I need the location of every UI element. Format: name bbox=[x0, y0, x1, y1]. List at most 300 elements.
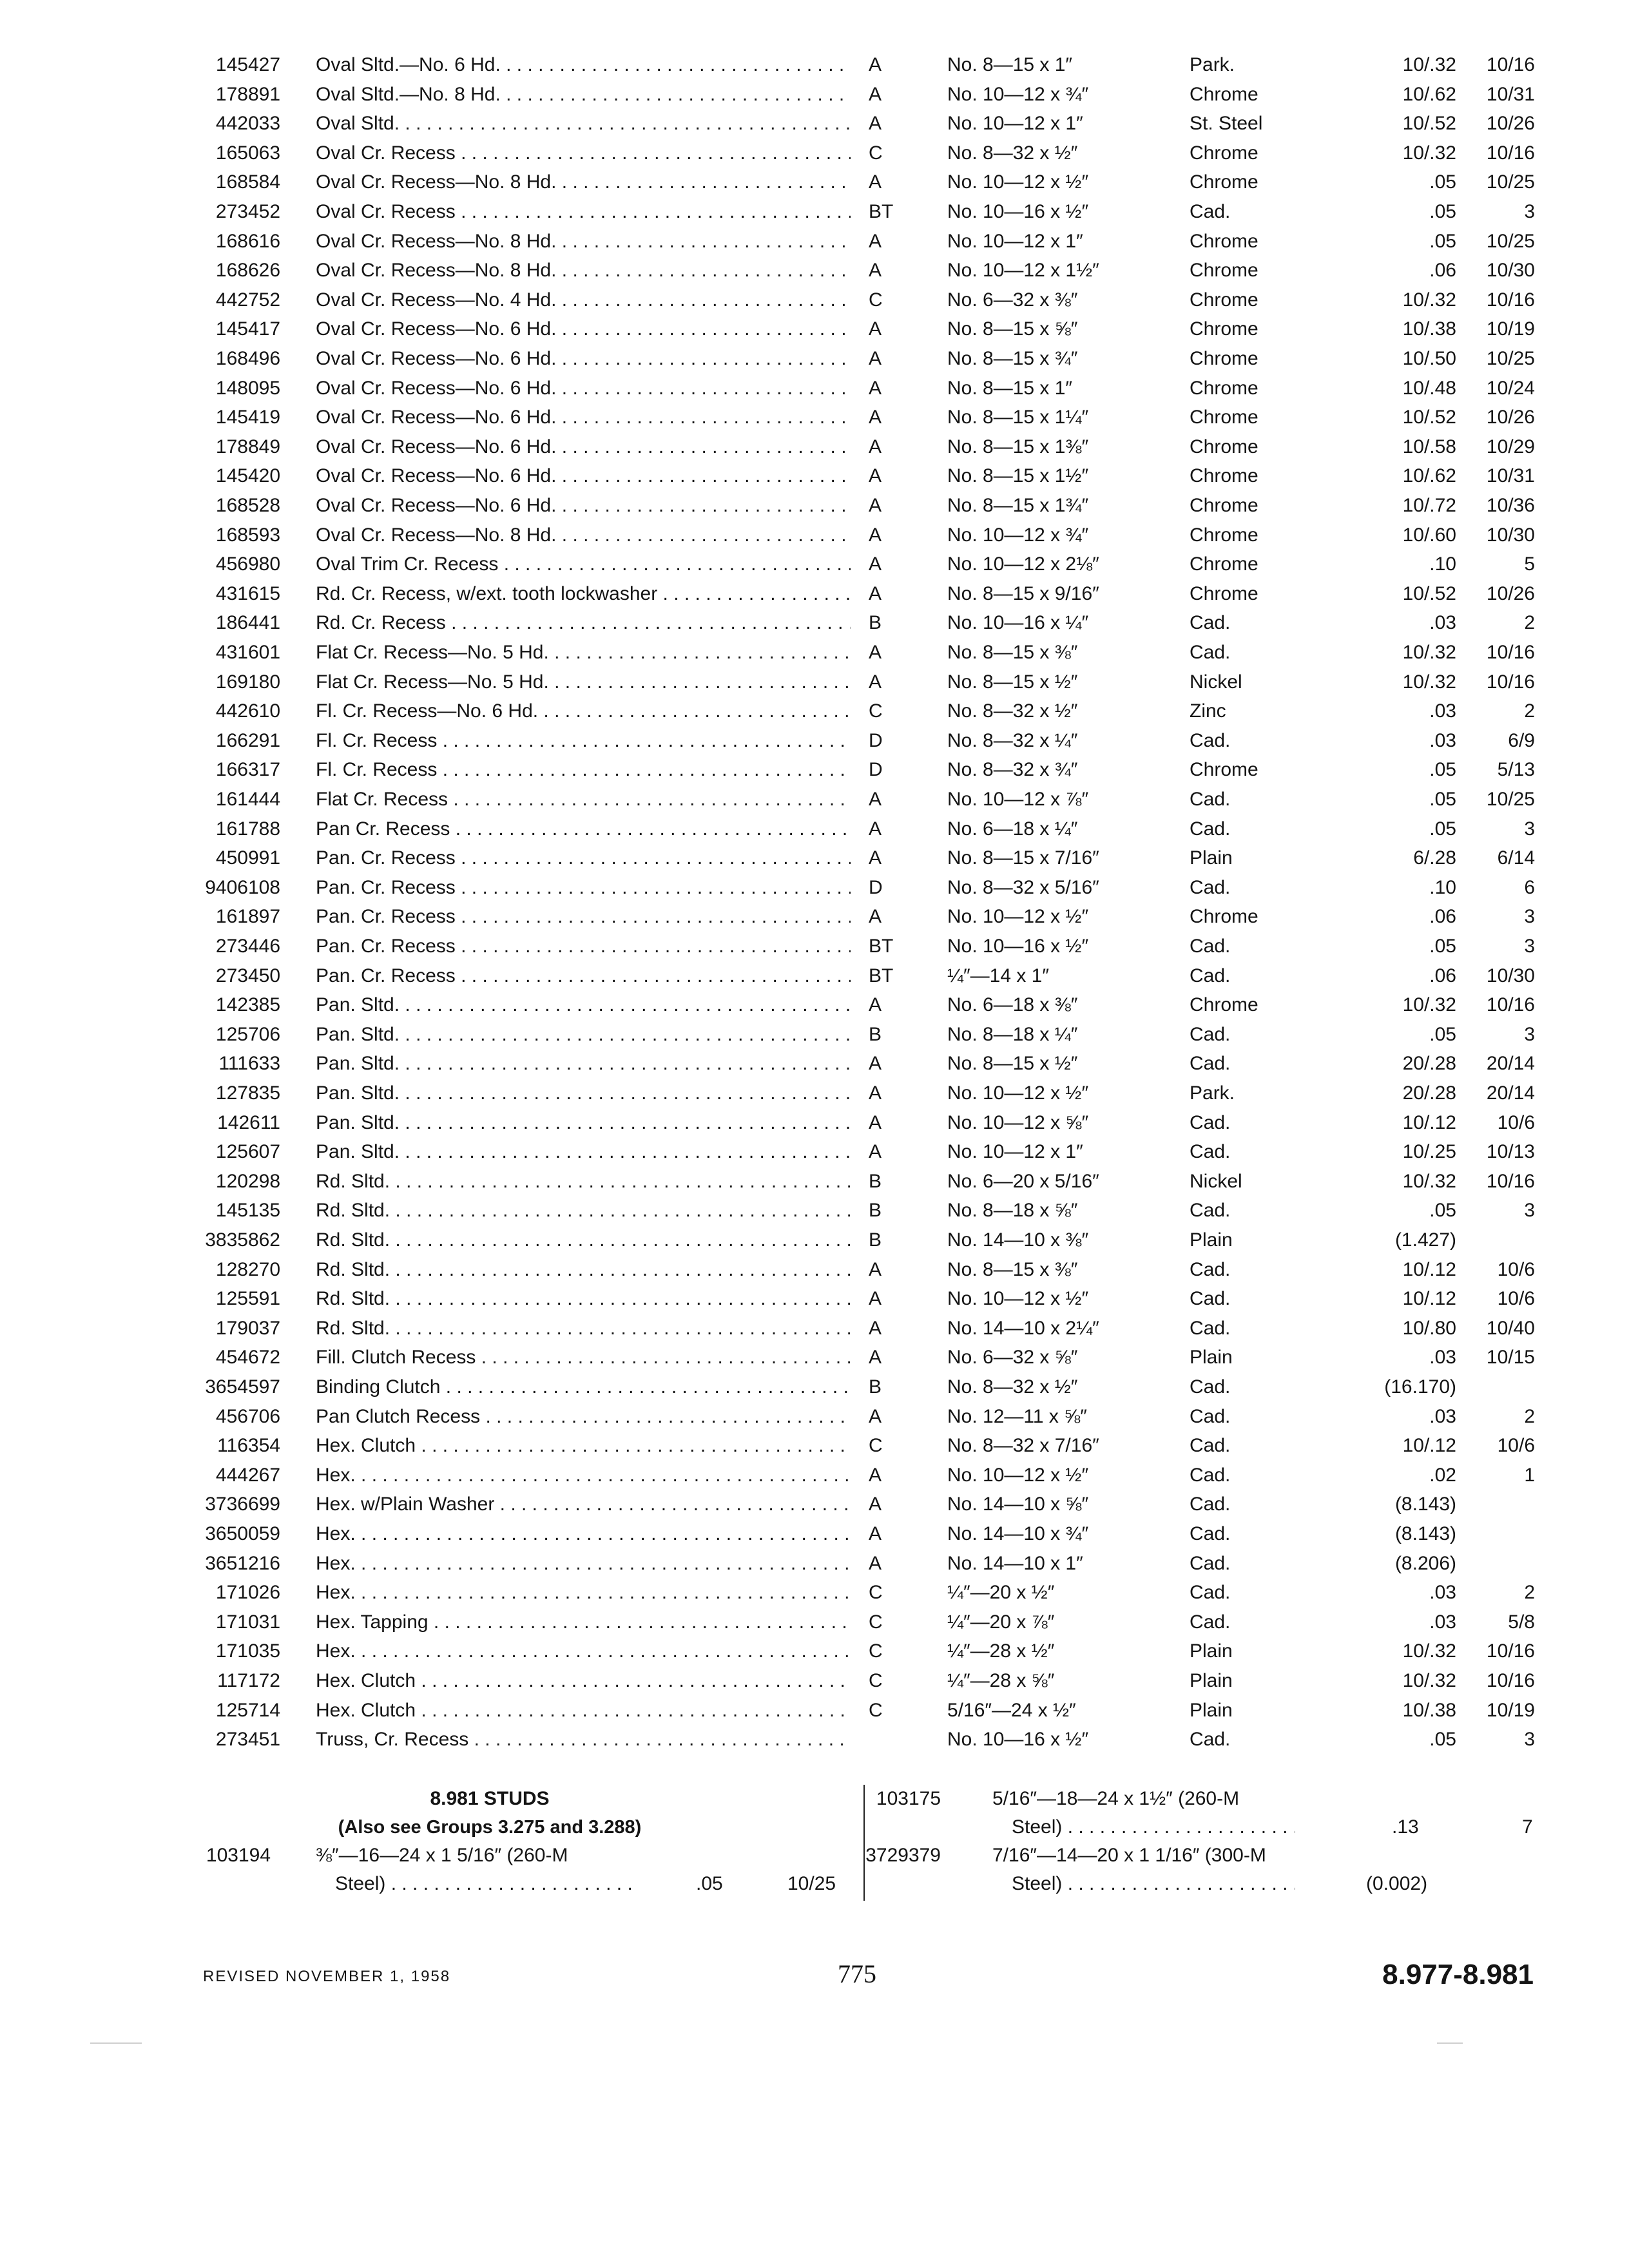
part-finish: Cad. bbox=[1190, 201, 1231, 222]
part-description: Fl. Cr. Recess—No. 6 Hd. . . . bbox=[316, 697, 851, 726]
part-finish: Zinc bbox=[1190, 700, 1226, 722]
stud-part-number: 3729379 bbox=[865, 1845, 941, 1866]
part-description: Rd. Sltd. . . . bbox=[316, 1225, 851, 1255]
part-number: 9406108 bbox=[205, 877, 280, 898]
part-row bbox=[0, 697, 1629, 726]
part-finish: Chrome bbox=[1190, 171, 1258, 193]
part-package: 10/26 bbox=[1486, 583, 1535, 604]
part-description: Hex. . . . bbox=[316, 1578, 851, 1608]
part-type: A bbox=[869, 231, 882, 252]
part-number: 165063 bbox=[215, 142, 280, 164]
part-number: 145419 bbox=[215, 407, 280, 428]
part-number: 142611 bbox=[217, 1112, 280, 1133]
part-number: 3650059 bbox=[205, 1523, 280, 1544]
part-finish: Chrome bbox=[1190, 495, 1258, 516]
part-package: 5 bbox=[1524, 553, 1535, 575]
part-size: No. 8—18 x ¼″ bbox=[947, 1024, 1078, 1045]
part-finish: Chrome bbox=[1190, 553, 1258, 575]
part-row bbox=[0, 1696, 1629, 1725]
part-row bbox=[0, 1725, 1629, 1754]
part-price: .05 bbox=[1429, 201, 1456, 222]
stud-package: 10/25 bbox=[787, 1873, 836, 1894]
part-row bbox=[0, 1549, 1629, 1579]
part-type: A bbox=[869, 348, 882, 369]
part-description: Oval Cr. Recess—No. 8 Hd. . . . bbox=[316, 168, 851, 197]
part-finish: Cad. bbox=[1190, 1494, 1231, 1515]
part-type: B bbox=[869, 1171, 882, 1192]
part-package: 10/16 bbox=[1486, 1171, 1535, 1192]
part-description: Oval Cr. Recess—No. 6 Hd. . . . bbox=[316, 461, 851, 491]
part-row bbox=[0, 668, 1629, 697]
part-package: 10/6 bbox=[1497, 1259, 1535, 1280]
part-package: 6/14 bbox=[1497, 847, 1535, 869]
part-description: Oval Sltd.—No. 8 Hd. . . . bbox=[316, 80, 851, 110]
part-size: No. 14—10 x ¾″ bbox=[947, 1523, 1089, 1544]
part-price: .03 bbox=[1429, 1582, 1456, 1603]
part-package: 5/13 bbox=[1497, 759, 1535, 780]
part-size: No. 8—15 x ½″ bbox=[947, 1053, 1078, 1074]
part-package: 10/25 bbox=[1486, 231, 1535, 252]
part-size: No. 10—12 x ½″ bbox=[947, 171, 1089, 193]
part-size: ¼″—28 x ⅝″ bbox=[947, 1670, 1055, 1691]
part-package: 10/19 bbox=[1486, 318, 1535, 340]
studs-heading: 8.981 STUDS bbox=[430, 1788, 550, 1809]
part-type: A bbox=[869, 671, 882, 693]
part-type: A bbox=[869, 1523, 882, 1544]
part-type: BT bbox=[869, 936, 894, 957]
part-size: No. 12—11 x ⅝″ bbox=[947, 1406, 1087, 1427]
part-description: Hex. Clutch . . . bbox=[316, 1666, 851, 1696]
part-type: A bbox=[869, 1553, 882, 1574]
part-description: Pan. Cr. Recess . . . bbox=[316, 932, 851, 961]
part-size: ¼″—20 x ⅞″ bbox=[947, 1611, 1055, 1633]
part-size: No. 14—10 x ⅜″ bbox=[947, 1229, 1089, 1251]
part-row bbox=[0, 461, 1629, 491]
part-package: 10/31 bbox=[1486, 84, 1535, 105]
part-finish: Cad. bbox=[1190, 936, 1231, 957]
part-price: .05 bbox=[1429, 759, 1456, 780]
part-size: No. 10—12 x ½″ bbox=[947, 906, 1089, 927]
part-number: 179037 bbox=[215, 1318, 280, 1339]
part-type: A bbox=[869, 436, 882, 457]
part-package: 10/25 bbox=[1486, 348, 1535, 369]
part-finish: Cad. bbox=[1190, 789, 1231, 810]
part-price: 10/.32 bbox=[1402, 1640, 1456, 1662]
part-price: .03 bbox=[1429, 1406, 1456, 1427]
part-price: .02 bbox=[1429, 1465, 1456, 1486]
part-description: Fl. Cr. Recess . . . bbox=[316, 755, 851, 785]
part-number: 128270 bbox=[215, 1259, 280, 1280]
studs-subheading: (Also see Groups 3.275 and 3.288) bbox=[338, 1817, 642, 1838]
part-finish: Cad. bbox=[1190, 1582, 1231, 1603]
part-finish: Cad. bbox=[1190, 642, 1231, 663]
part-price: 20/.28 bbox=[1402, 1053, 1456, 1074]
part-type: A bbox=[869, 1141, 882, 1162]
part-package: 10/16 bbox=[1486, 671, 1535, 693]
part-description: Pan. Sltd. . . . bbox=[316, 990, 851, 1020]
part-package: 20/14 bbox=[1486, 1082, 1535, 1104]
part-row bbox=[0, 432, 1629, 462]
part-finish: Cad. bbox=[1190, 730, 1231, 751]
part-type: A bbox=[869, 1465, 882, 1486]
part-package: 3 bbox=[1524, 1024, 1535, 1045]
part-price: 6/.28 bbox=[1413, 847, 1456, 869]
part-number: 431615 bbox=[215, 583, 280, 604]
part-price: 10/.32 bbox=[1402, 289, 1456, 311]
part-description: Pan Cr. Recess . . . bbox=[316, 814, 851, 844]
part-size: No. 10—12 x 1″ bbox=[947, 113, 1083, 134]
part-description: Oval Trim Cr. Recess . . . bbox=[316, 550, 851, 579]
stud-row bbox=[863, 1785, 1629, 1841]
part-number: 145417 bbox=[215, 318, 280, 340]
part-row bbox=[0, 1079, 1629, 1108]
part-number: 178891 bbox=[215, 84, 280, 105]
part-description: Oval Cr. Recess—No. 6 Hd. . . . bbox=[316, 432, 851, 462]
part-finish: Chrome bbox=[1190, 142, 1258, 164]
part-size: No. 10—12 x ½″ bbox=[947, 1465, 1089, 1486]
part-number: 186441 bbox=[215, 612, 280, 633]
part-description: Rd. Sltd. . . . bbox=[316, 1196, 851, 1225]
part-package: 10/16 bbox=[1486, 142, 1535, 164]
part-size: No. 8—32 x ¾″ bbox=[947, 759, 1078, 780]
part-row bbox=[0, 1020, 1629, 1050]
part-row bbox=[0, 374, 1629, 403]
part-size: No. 14—10 x ⅝″ bbox=[947, 1494, 1089, 1515]
part-price: 10/.50 bbox=[1402, 348, 1456, 369]
part-number: 3654597 bbox=[205, 1376, 280, 1398]
part-number: 145427 bbox=[215, 54, 280, 75]
part-size: ¼″—20 x ½″ bbox=[947, 1582, 1055, 1603]
part-price: 10/.32 bbox=[1402, 994, 1456, 1015]
part-finish: Plain bbox=[1190, 1229, 1233, 1251]
part-description: Hex. . . . bbox=[316, 1637, 851, 1666]
part-row bbox=[0, 1490, 1629, 1519]
part-size: No. 10—16 x ½″ bbox=[947, 201, 1089, 222]
part-row bbox=[0, 550, 1629, 579]
page-number: 775 bbox=[838, 1959, 876, 1988]
part-description: Pan. Cr. Recess . . . bbox=[316, 961, 851, 991]
part-size: No. 10—12 x ½″ bbox=[947, 1288, 1089, 1309]
part-description: Oval Cr. Recess—No. 6 Hd. . . . bbox=[316, 314, 851, 344]
part-package: 10/16 bbox=[1486, 289, 1535, 311]
part-package: 10/36 bbox=[1486, 495, 1535, 516]
part-number: 171035 bbox=[215, 1640, 280, 1662]
part-row bbox=[0, 1343, 1629, 1372]
part-number: 127835 bbox=[215, 1082, 280, 1104]
part-type: D bbox=[869, 730, 883, 751]
part-type: B bbox=[869, 612, 882, 633]
part-size: No. 8—32 x 7/16″ bbox=[947, 1435, 1099, 1456]
part-number: 3651216 bbox=[205, 1553, 280, 1574]
part-row bbox=[0, 285, 1629, 315]
part-description: Binding Clutch . . . bbox=[316, 1372, 851, 1402]
part-type: C bbox=[869, 1700, 883, 1721]
part-price: .06 bbox=[1429, 260, 1456, 281]
part-row bbox=[0, 1284, 1629, 1314]
part-size: No. 8—18 x ⅝″ bbox=[947, 1200, 1078, 1221]
part-finish: Chrome bbox=[1190, 759, 1258, 780]
part-description: Pan. Cr. Recess . . . bbox=[316, 902, 851, 932]
part-package: 10/13 bbox=[1486, 1141, 1535, 1162]
part-finish: Cad. bbox=[1190, 1611, 1231, 1633]
part-price: .05 bbox=[1429, 936, 1456, 957]
part-number: 120298 bbox=[215, 1171, 280, 1192]
part-description: Pan. Sltd. . . . bbox=[316, 1049, 851, 1079]
stud-package: 7 bbox=[1522, 1816, 1533, 1838]
part-size: No. 8—15 x 1½″ bbox=[947, 465, 1089, 486]
part-size: No. 8—15 x 9/16″ bbox=[947, 583, 1099, 604]
part-number: 166291 bbox=[215, 730, 280, 751]
part-size: No. 10—12 x ½″ bbox=[947, 1082, 1089, 1104]
part-size: No. 8—15 x ⅝″ bbox=[947, 318, 1078, 340]
part-size: No. 6—32 x ⅜″ bbox=[947, 289, 1078, 311]
part-row bbox=[0, 1402, 1629, 1432]
part-package: 5/8 bbox=[1508, 1611, 1535, 1633]
part-number: 450991 bbox=[215, 847, 280, 869]
part-type: C bbox=[869, 1670, 883, 1691]
part-type: BT bbox=[869, 201, 894, 222]
part-type: A bbox=[869, 113, 882, 134]
part-description: Truss, Cr. Recess . . . bbox=[316, 1725, 851, 1754]
part-type: A bbox=[869, 789, 882, 810]
part-size: No. 14—10 x 2¼″ bbox=[947, 1318, 1099, 1339]
part-type: A bbox=[869, 1318, 882, 1339]
part-finish: Park. bbox=[1190, 54, 1235, 75]
part-number: 145420 bbox=[215, 465, 280, 486]
part-package: 2 bbox=[1524, 700, 1535, 722]
part-package: 10/16 bbox=[1486, 994, 1535, 1015]
part-description: Hex. . . . bbox=[316, 1461, 851, 1490]
part-package: 10/40 bbox=[1486, 1318, 1535, 1339]
part-row bbox=[0, 139, 1629, 168]
part-package: 3 bbox=[1524, 1729, 1535, 1750]
part-finish: Nickel bbox=[1190, 671, 1242, 693]
part-type: C bbox=[869, 1640, 883, 1662]
part-number: 273452 bbox=[215, 201, 280, 222]
part-finish: Chrome bbox=[1190, 378, 1258, 399]
stud-description-line1: 5/16″—18—24 x 1½″ (260-M bbox=[992, 1788, 1240, 1809]
part-row bbox=[0, 814, 1629, 844]
part-size: No. 8—32 x ½″ bbox=[947, 142, 1078, 164]
part-row bbox=[0, 344, 1629, 374]
part-price: .06 bbox=[1429, 965, 1456, 986]
part-row bbox=[0, 80, 1629, 110]
part-price: 10/.32 bbox=[1402, 671, 1456, 693]
part-finish: Chrome bbox=[1190, 260, 1258, 281]
part-size: No. 8—15 x 1⅜″ bbox=[947, 436, 1089, 457]
part-finish: Plain bbox=[1190, 1700, 1233, 1721]
part-type: A bbox=[869, 847, 882, 869]
part-finish: Chrome bbox=[1190, 436, 1258, 457]
part-type: A bbox=[869, 54, 882, 75]
part-type: BT bbox=[869, 965, 894, 986]
section-range: 8.977-8.981 bbox=[1382, 1959, 1534, 1990]
part-number: 125706 bbox=[215, 1024, 280, 1045]
part-description: Flat Cr. Recess . . . bbox=[316, 785, 851, 814]
part-size: No. 8—15 x 1″ bbox=[947, 54, 1073, 75]
part-number: 431601 bbox=[215, 642, 280, 663]
part-description: Oval Cr. Recess—No. 8 Hd. . . . bbox=[316, 256, 851, 285]
part-number: 116354 bbox=[217, 1435, 280, 1456]
part-size: No. 10—12 x ¾″ bbox=[947, 84, 1089, 105]
part-price: 10/.12 bbox=[1402, 1288, 1456, 1309]
part-description: Rd. Cr. Recess, w/ext. tooth lockwasher . . . bbox=[316, 579, 851, 609]
part-description: Pan. Sltd. . . . bbox=[316, 1079, 851, 1108]
part-row bbox=[0, 1314, 1629, 1343]
part-finish: Chrome bbox=[1190, 318, 1258, 340]
part-package: 3 bbox=[1524, 201, 1535, 222]
part-number: 142385 bbox=[215, 994, 280, 1015]
part-type: A bbox=[869, 1406, 882, 1427]
stud-description-line2: Steel) . . . bbox=[1012, 1813, 1295, 1841]
part-price: .05 bbox=[1429, 231, 1456, 252]
stud-description-line2: Steel) . . . bbox=[1012, 1870, 1295, 1898]
part-size: No. 10—12 x 1″ bbox=[947, 231, 1083, 252]
part-description: Oval Cr. Recess—No. 6 Hd. . . . bbox=[316, 374, 851, 403]
part-number: 454672 bbox=[215, 1347, 280, 1368]
part-row bbox=[0, 168, 1629, 197]
part-finish: Chrome bbox=[1190, 524, 1258, 546]
part-price: 10/.52 bbox=[1402, 407, 1456, 428]
part-type: B bbox=[869, 1376, 882, 1398]
part-price: .03 bbox=[1429, 700, 1456, 722]
part-type: A bbox=[869, 524, 882, 546]
part-description: Oval Cr. Recess—No. 8 Hd. . . . bbox=[316, 521, 851, 550]
part-package: 10/16 bbox=[1486, 1640, 1535, 1662]
part-row bbox=[0, 873, 1629, 903]
part-row bbox=[0, 109, 1629, 139]
part-package: 10/30 bbox=[1486, 965, 1535, 986]
part-row bbox=[0, 197, 1629, 227]
part-description: Oval Cr. Recess—No. 8 Hd. . . . bbox=[316, 227, 851, 256]
part-price: .03 bbox=[1429, 1347, 1456, 1368]
part-description: Hex. Clutch . . . bbox=[316, 1431, 851, 1461]
part-price: (8.143) bbox=[1394, 1523, 1456, 1544]
part-type: C bbox=[869, 1582, 883, 1603]
part-size: No. 10—12 x ¾″ bbox=[947, 524, 1089, 546]
part-price: 10/.25 bbox=[1402, 1141, 1456, 1162]
part-size: 5/16″—24 x ½″ bbox=[947, 1700, 1076, 1721]
scan-mark bbox=[1437, 2042, 1463, 2044]
stud-description-line1: ⅜″—16—24 x 1 5/16″ (260-M bbox=[316, 1845, 568, 1866]
part-size: No. 10—12 x ⅞″ bbox=[947, 789, 1089, 810]
part-size: No. 6—18 x ⅜″ bbox=[947, 994, 1078, 1015]
part-number: 117172 bbox=[217, 1670, 280, 1691]
part-type: C bbox=[869, 142, 883, 164]
part-number: 161897 bbox=[215, 906, 280, 927]
part-type: A bbox=[869, 1053, 882, 1074]
part-description: Oval Cr. Recess—No. 6 Hd. . . . bbox=[316, 403, 851, 432]
part-type: A bbox=[869, 1494, 882, 1515]
part-row bbox=[0, 638, 1629, 668]
part-price: .05 bbox=[1429, 171, 1456, 193]
part-type: A bbox=[869, 1288, 882, 1309]
part-size: ¼″—14 x 1″ bbox=[947, 965, 1049, 986]
part-description: Rd. Sltd. . . . bbox=[316, 1314, 851, 1343]
stud-price: (0.002) bbox=[1366, 1873, 1428, 1894]
part-description: Hex. w/Plain Washer . . . bbox=[316, 1490, 851, 1519]
part-number: 444267 bbox=[215, 1465, 280, 1486]
part-package: 3 bbox=[1524, 906, 1535, 927]
part-package: 2 bbox=[1524, 1582, 1535, 1603]
part-finish: Cad. bbox=[1190, 1053, 1231, 1074]
part-price: 10/.32 bbox=[1402, 142, 1456, 164]
part-finish: Chrome bbox=[1190, 583, 1258, 604]
part-row bbox=[0, 961, 1629, 991]
part-size: No. 8—15 x 1¾″ bbox=[947, 495, 1089, 516]
part-description: Hex. . . . bbox=[316, 1549, 851, 1579]
part-row bbox=[0, 932, 1629, 961]
part-price: .10 bbox=[1429, 553, 1456, 575]
part-number: 442752 bbox=[215, 289, 280, 311]
part-package: 10/30 bbox=[1486, 524, 1535, 546]
part-row bbox=[0, 1431, 1629, 1461]
part-finish: Cad. bbox=[1190, 818, 1231, 840]
part-finish: Cad. bbox=[1190, 1729, 1231, 1750]
part-price: 10/.38 bbox=[1402, 318, 1456, 340]
part-number: 168616 bbox=[215, 231, 280, 252]
part-finish: Plain bbox=[1190, 1670, 1233, 1691]
part-finish: Cad. bbox=[1190, 1376, 1231, 1398]
page-footer bbox=[0, 1959, 1629, 1997]
part-description: Rd. Sltd. . . . bbox=[316, 1284, 851, 1314]
part-row bbox=[0, 1461, 1629, 1490]
part-package: 10/24 bbox=[1486, 378, 1535, 399]
part-price: 10/.72 bbox=[1402, 495, 1456, 516]
part-package: 10/6 bbox=[1497, 1435, 1535, 1456]
part-number: 456980 bbox=[215, 553, 280, 575]
part-package: 10/26 bbox=[1486, 407, 1535, 428]
part-type: A bbox=[869, 583, 882, 604]
part-number: 166317 bbox=[215, 759, 280, 780]
part-row bbox=[0, 1578, 1629, 1608]
part-price: 10/.32 bbox=[1402, 54, 1456, 75]
part-package: 10/16 bbox=[1486, 54, 1535, 75]
part-price: 10/.32 bbox=[1402, 1670, 1456, 1691]
part-finish: Cad. bbox=[1190, 1200, 1231, 1221]
part-price: 10/.62 bbox=[1402, 84, 1456, 105]
part-package: 2 bbox=[1524, 1406, 1535, 1427]
part-package: 6 bbox=[1524, 877, 1535, 898]
part-finish: St. Steel bbox=[1190, 113, 1263, 134]
part-size: No. 10—16 x ½″ bbox=[947, 936, 1089, 957]
part-finish: Chrome bbox=[1190, 994, 1258, 1015]
scan-mark bbox=[90, 2042, 142, 2044]
part-number: 148095 bbox=[215, 378, 280, 399]
part-type: A bbox=[869, 495, 882, 516]
part-price: 10/.32 bbox=[1402, 1171, 1456, 1192]
part-number: 125607 bbox=[215, 1141, 280, 1162]
part-type: A bbox=[869, 553, 882, 575]
part-package: 6/9 bbox=[1508, 730, 1535, 751]
part-description: Pan. Sltd. . . . bbox=[316, 1108, 851, 1138]
part-price: 10/.60 bbox=[1402, 524, 1456, 546]
part-row bbox=[0, 1137, 1629, 1167]
part-description: Oval Cr. Recess—No. 6 Hd. . . . bbox=[316, 491, 851, 521]
part-size: No. 10—12 x 1″ bbox=[947, 1141, 1083, 1162]
part-price: 10/.80 bbox=[1402, 1318, 1456, 1339]
part-row bbox=[0, 1372, 1629, 1402]
part-number: 111633 bbox=[218, 1053, 280, 1074]
part-row bbox=[0, 990, 1629, 1020]
part-size: No. 8—15 x ⅜″ bbox=[947, 642, 1078, 663]
part-number: 168528 bbox=[215, 495, 280, 516]
part-row bbox=[0, 491, 1629, 521]
part-size: No. 8—15 x 1″ bbox=[947, 378, 1073, 399]
part-finish: Cad. bbox=[1190, 965, 1231, 986]
part-number: 171026 bbox=[215, 1582, 280, 1603]
part-description: Pan. Cr. Recess . . . bbox=[316, 873, 851, 903]
